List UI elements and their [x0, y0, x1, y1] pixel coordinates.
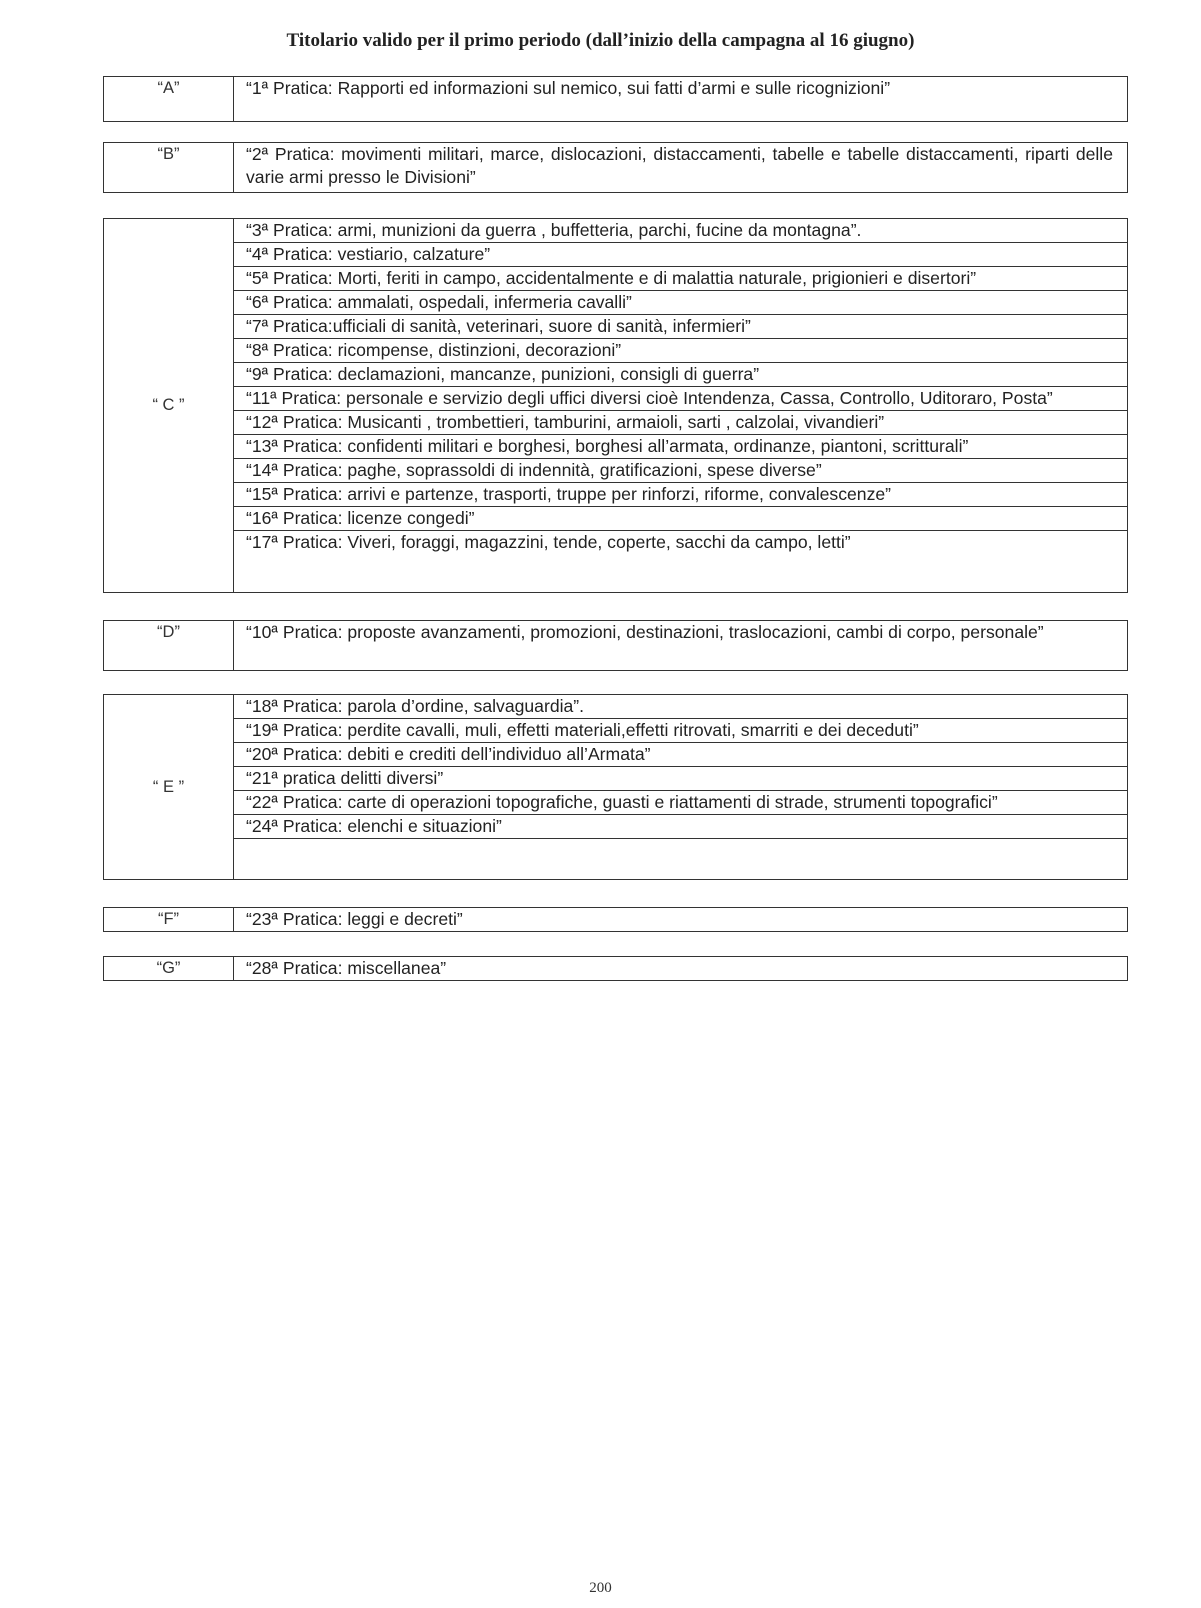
group-label: “A”	[104, 77, 234, 121]
group-label: “D”	[104, 621, 234, 670]
group-items	[234, 219, 1127, 592]
pratica-entry: “3ª Pratica: armi, munizioni da guerra , buffetteria, parchi, fucine da montagna”.	[234, 219, 1127, 243]
pratica-entry: “18ª Pratica: parola d’ordine, salvaguardia”.	[234, 695, 1127, 719]
group-c	[103, 218, 1128, 593]
pratica-entry: “15ª Pratica: arrivi e partenze, trasporti, truppe per rinforzi, riforme, convalescenze”	[234, 483, 1127, 507]
pratica-entry: “14ª Pratica: paghe, soprassoldi di indennità, gratificazioni, spese diverse”	[234, 459, 1127, 483]
group-label: “ C ”	[104, 219, 234, 592]
group-f	[103, 907, 1128, 932]
group-label: “G”	[104, 957, 234, 980]
pratica-entry: “21ª pratica delitti diversi”	[234, 767, 1127, 791]
pratica-entry: “6ª Pratica: ammalati, ospedali, infermeria cavalli”	[234, 291, 1127, 315]
pratica-entry: “1ª Pratica: Rapporti ed informazioni sul nemico, sui fatti d’armi e sulle ricognizioni”	[246, 78, 891, 98]
pratica-entry: “2ª Pratica: movimenti militari, marce, dislocazioni, distaccamenti, tabelle e tabelle distaccamenti, riparti delle varie armi presso le Divisioni”	[246, 144, 1113, 187]
pratica-entry: “23ª Pratica: leggi e decreti”	[246, 909, 463, 929]
group-label: “B”	[104, 143, 234, 192]
pratica-entry: “10ª Pratica: proposte avanzamenti, promozioni, destinazioni, traslocazioni, cambi di corpo, personale”	[246, 622, 1044, 642]
pratica-entry: “7ª Pratica:ufficiali di sanità, veterinari, suore di sanità, infermieri”	[234, 315, 1127, 339]
group-items	[234, 908, 1127, 931]
group-label: “F”	[104, 908, 234, 931]
page-number: 200	[589, 1580, 612, 1596]
group-g	[103, 956, 1128, 981]
pratica-entry: “5ª Pratica: Morti, feriti in campo, accidentalmente e di malattia naturale, prigionieri e disertori”	[234, 267, 1127, 291]
pratica-entry: “24ª Pratica: elenchi e situazioni”	[234, 815, 1127, 839]
group-items	[234, 957, 1127, 980]
group-b	[103, 142, 1128, 193]
group-items	[234, 143, 1127, 192]
pratica-entry: “13ª Pratica: confidenti militari e borghesi, borghesi all’armata, ordinanze, piantoni, scritturali”	[234, 435, 1127, 459]
pratica-entry: “4ª Pratica: vestiario, calzature”	[234, 243, 1127, 267]
group-items	[234, 77, 1127, 121]
pratica-entry: “22ª Pratica: carte di operazioni topografiche, guasti e riattamenti di strade, strumenti topografici”	[234, 791, 1127, 815]
page-title: Titolario valido per il primo periodo (dall’inizio della campagna al 16 giugno)	[286, 30, 915, 51]
group-e	[103, 694, 1128, 880]
pratica-entry: “28ª Pratica: miscellanea”	[246, 958, 447, 978]
pratica-entry: “11ª Pratica: personale e servizio degli uffici diversi cioè Intendenza, Cassa, Controllo, Uditoraro, Posta”	[234, 387, 1127, 411]
pratica-entry: “12ª Pratica: Musicanti , trombettieri, tamburini, armaioli, sarti , calzolai, vivandieri”	[234, 411, 1127, 435]
group-items	[234, 621, 1127, 670]
pratica-entry: “19ª Pratica: perdite cavalli, muli, effetti materiali,effetti ritrovati, smarriti e dei deceduti”	[234, 719, 1127, 743]
group-label: “ E ”	[104, 695, 234, 879]
pratica-entry: “8ª Pratica: ricompense, distinzioni, decorazioni”	[234, 339, 1127, 363]
pratica-entry: “16ª Pratica: licenze congedi”	[234, 507, 1127, 531]
pratica-entry: “9ª Pratica: declamazioni, mancanze, punizioni, consigli di guerra”	[234, 363, 1127, 387]
pratica-entry: “17ª Pratica: Viveri, foraggi, magazzini, tende, coperte, sacchi da campo, letti”	[246, 532, 851, 552]
group-a	[103, 76, 1128, 122]
pratica-entry: “20ª Pratica: debiti e crediti dell’individuo all’Armata”	[234, 743, 1127, 767]
group-d	[103, 620, 1128, 671]
group-items	[234, 695, 1127, 879]
